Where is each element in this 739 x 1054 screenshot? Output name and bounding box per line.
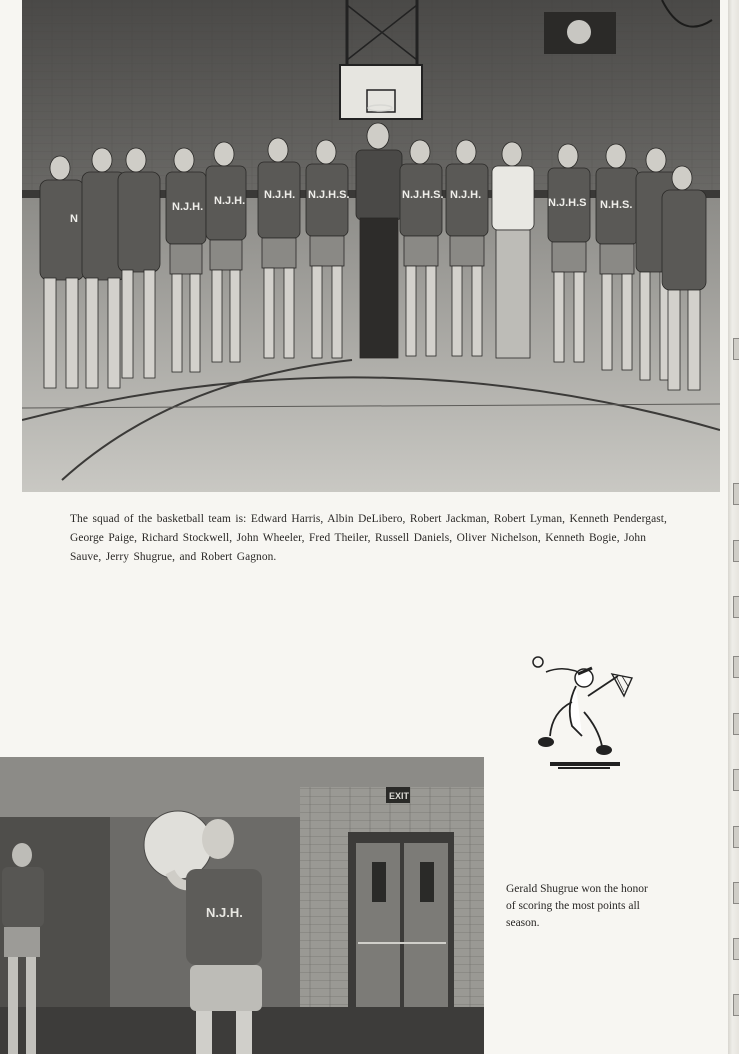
shooter-photo-illustration [0, 757, 484, 1054]
team-photo [22, 0, 720, 492]
jersey-letter: N.J.H.S. [308, 189, 350, 201]
page-tab-mark [733, 882, 739, 904]
jersey-letter: N.J.H.S. [402, 189, 444, 201]
page-tab-mark [733, 769, 739, 791]
shooter-caption: Gerald Shugrue won the honor of scoring the most points all season. [506, 883, 648, 929]
page-tab-mark [733, 826, 739, 848]
shooter-photo [0, 757, 484, 1054]
exit-sign: EXIT [389, 791, 410, 801]
team-photo-illustration [22, 0, 720, 492]
mascot-illustration [528, 652, 638, 774]
page-tab-mark [733, 656, 739, 678]
page-tab-mark [733, 938, 739, 960]
page-tab-mark [733, 338, 739, 360]
jersey-letter: N.J.H.S [548, 197, 587, 209]
jersey-letter: N [70, 213, 78, 225]
page-tab-mark [733, 713, 739, 735]
jersey-letter: N.J.H. [264, 189, 296, 201]
shooter-jersey-lettering: N.J.H. [206, 905, 243, 920]
page-tab-mark [733, 540, 739, 562]
page-tab-mark [733, 994, 739, 1016]
page-tab-mark [733, 596, 739, 618]
jersey-letter: N.H.S. [600, 199, 633, 211]
basketball-mascot-cartoon [528, 652, 638, 774]
jersey-letter: N.J.H. [214, 195, 246, 207]
jersey-letter: N.J.H. [172, 201, 204, 213]
page-tab-mark [733, 483, 739, 505]
team-roster-caption: The squad of the basketball team is: Edward Harris, Albin DeLibero, Robert Jackman, Robert Lyman, Kenneth Pendergast, George Paige, Richard Stockwell, John Wheeler, Fred Theiler, Russell Daniels, Oliver Nichelson, Kenneth Bogie, John Sauve, Jerry Shugrue, and Robert Gagnon. [70, 513, 667, 563]
jersey-letter: N.J.H. [450, 189, 482, 201]
